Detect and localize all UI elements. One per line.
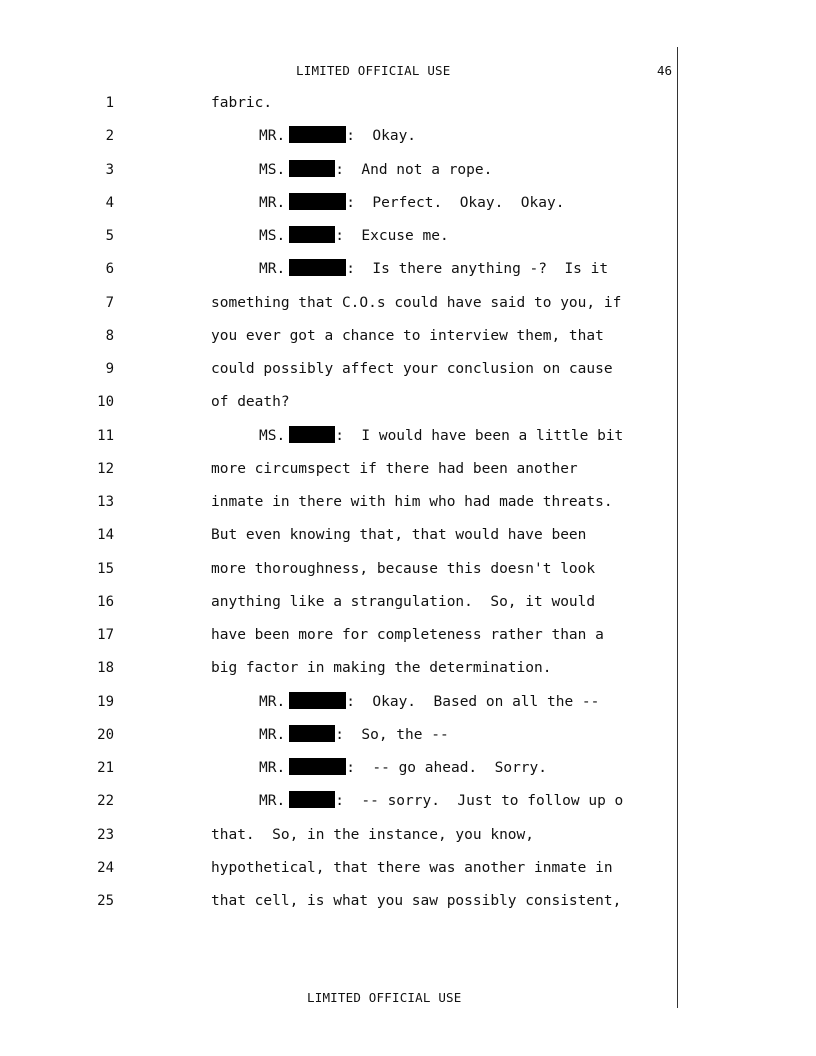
line-number: 4 — [105, 194, 114, 211]
line-text — [211, 557, 595, 581]
transcript-line — [0, 191, 816, 224]
line-number: 10 — [97, 394, 114, 411]
spoken-text: : So, the -- — [335, 726, 449, 743]
speaker-title: MR. — [259, 760, 286, 776]
line-text — [211, 291, 621, 315]
spoken-text: of death? — [211, 394, 290, 411]
transcript-line — [0, 158, 816, 191]
line-text — [211, 856, 613, 880]
transcript-line — [0, 357, 816, 390]
line-number: 16 — [97, 593, 114, 610]
transcript-line — [0, 124, 816, 157]
line-text — [211, 390, 290, 414]
speaker-title: MS. — [259, 427, 286, 444]
spoken-text: : -- sorry. Just to follow up o — [335, 793, 624, 810]
transcript-line — [0, 756, 816, 789]
transcript-line — [0, 889, 816, 922]
redaction-box — [289, 791, 335, 808]
transcript-line — [0, 723, 816, 756]
speaker-line — [259, 224, 449, 248]
line-number: 2 — [105, 128, 114, 145]
spoken-text: you ever got a chance to interview them, that — [211, 327, 604, 344]
speaker-line — [259, 124, 416, 148]
transcript-line — [0, 789, 816, 822]
line-text — [211, 91, 272, 115]
redaction-box — [289, 692, 346, 709]
line-text — [211, 457, 578, 481]
spoken-text: inmate in there with him who had made threats. — [211, 494, 613, 510]
redaction-box — [289, 126, 346, 143]
transcript-line — [0, 856, 816, 889]
line-text — [211, 823, 534, 847]
spoken-text: : Is there anything -? Is it — [346, 261, 609, 278]
spoken-text: hypothetical, that there was another inmate in — [211, 859, 613, 876]
spoken-text: that. So, in the instance, you know, — [211, 826, 535, 843]
speaker-title: MS. — [259, 161, 286, 178]
spoken-text: : -- go ahead. Sorry. — [346, 760, 547, 776]
transcript-line — [0, 291, 816, 324]
line-number: 13 — [97, 494, 114, 510]
speaker-title: MR. — [259, 726, 286, 743]
spoken-text: fabric. — [211, 95, 273, 111]
line-number: 9 — [105, 361, 114, 377]
spoken-text: : And not a rope. — [335, 161, 493, 178]
line-number: 12 — [97, 460, 114, 477]
line-text — [211, 324, 604, 348]
line-number: 18 — [97, 660, 114, 677]
speaker-line — [259, 257, 608, 281]
speaker-line — [259, 723, 449, 747]
speaker-title: MR. — [259, 793, 286, 810]
line-text — [211, 656, 551, 680]
page-number: 46 — [656, 63, 672, 78]
line-number: 1 — [105, 95, 114, 111]
spoken-text: : Excuse me. — [335, 228, 449, 244]
line-number: 11 — [97, 427, 114, 444]
transcript-line — [0, 490, 816, 523]
footer-classification: LIMITED OFFICIAL USE — [307, 990, 462, 1005]
transcript-line — [0, 457, 816, 490]
speaker-line — [259, 789, 623, 813]
speaker-title: MR. — [259, 128, 286, 145]
transcript-line — [0, 324, 816, 357]
line-text — [211, 889, 621, 913]
transcript-line — [0, 690, 816, 723]
spoken-text: could possibly affect your conclusion on cause — [211, 361, 613, 377]
line-number: 17 — [97, 627, 114, 643]
speaker-title: MR. — [259, 693, 286, 710]
redaction-box — [289, 758, 346, 775]
spoken-text: anything like a strangulation. So, it would — [211, 593, 596, 610]
transcript-line — [0, 91, 816, 124]
speaker-line — [259, 424, 623, 448]
line-text — [211, 523, 586, 547]
spoken-text: : Okay. Based on all the -- — [346, 693, 600, 710]
transcript-line — [0, 523, 816, 556]
speaker-title: MS. — [259, 228, 286, 244]
line-text — [211, 357, 613, 381]
redaction-box — [289, 226, 335, 243]
transcript-line — [0, 257, 816, 290]
speaker-line — [259, 756, 547, 780]
spoken-text: : I would have been a little bit — [335, 427, 624, 444]
speaker-line — [259, 158, 492, 182]
spoken-text: big factor in making the determination. — [211, 660, 552, 677]
line-number: 8 — [105, 327, 114, 344]
speaker-title: MR. — [259, 261, 286, 278]
transcript-line — [0, 557, 816, 590]
line-number: 20 — [97, 726, 114, 743]
spoken-text: more circumspect if there had been another — [211, 460, 578, 477]
spoken-text: But even knowing that, that would have been — [211, 527, 587, 544]
transcript-line — [0, 224, 816, 257]
transcript-body — [0, 91, 816, 922]
line-number: 7 — [105, 294, 114, 311]
line-number: 24 — [97, 859, 114, 876]
redaction-box — [289, 725, 335, 742]
spoken-text: that cell, is what you saw possibly consistent, — [211, 893, 622, 909]
line-text — [211, 490, 613, 514]
line-number: 21 — [97, 760, 114, 776]
spoken-text: have been more for completeness rather than a — [211, 627, 604, 643]
header-classification: LIMITED OFFICIAL USE — [296, 63, 451, 78]
spoken-text: more thoroughness, because this doesn't look — [211, 560, 596, 577]
speaker-title: MR. — [259, 194, 286, 211]
line-number: 23 — [97, 826, 114, 843]
line-number: 22 — [97, 793, 114, 810]
line-number: 14 — [97, 527, 114, 544]
speaker-line — [259, 191, 564, 215]
line-text — [211, 623, 604, 647]
transcript-line — [0, 390, 816, 423]
transcript-line — [0, 656, 816, 689]
line-number: 19 — [97, 693, 114, 710]
speaker-line — [259, 690, 599, 714]
line-number: 25 — [97, 893, 114, 909]
spoken-text: something that C.O.s could have said to you, if — [211, 294, 622, 311]
spoken-text: : Perfect. Okay. Okay. — [346, 194, 565, 211]
line-number: 15 — [97, 560, 114, 577]
line-number: 5 — [105, 228, 114, 244]
redaction-box — [289, 193, 346, 210]
transcript-line — [0, 590, 816, 623]
transcript-line — [0, 424, 816, 457]
line-number: 3 — [105, 161, 114, 178]
redaction-box — [289, 426, 335, 443]
redaction-box — [289, 160, 335, 177]
transcript-line — [0, 823, 816, 856]
transcript-line — [0, 623, 816, 656]
spoken-text: : Okay. — [346, 128, 417, 145]
line-text — [211, 590, 595, 614]
redaction-box — [289, 259, 346, 276]
line-number: 6 — [105, 261, 114, 278]
